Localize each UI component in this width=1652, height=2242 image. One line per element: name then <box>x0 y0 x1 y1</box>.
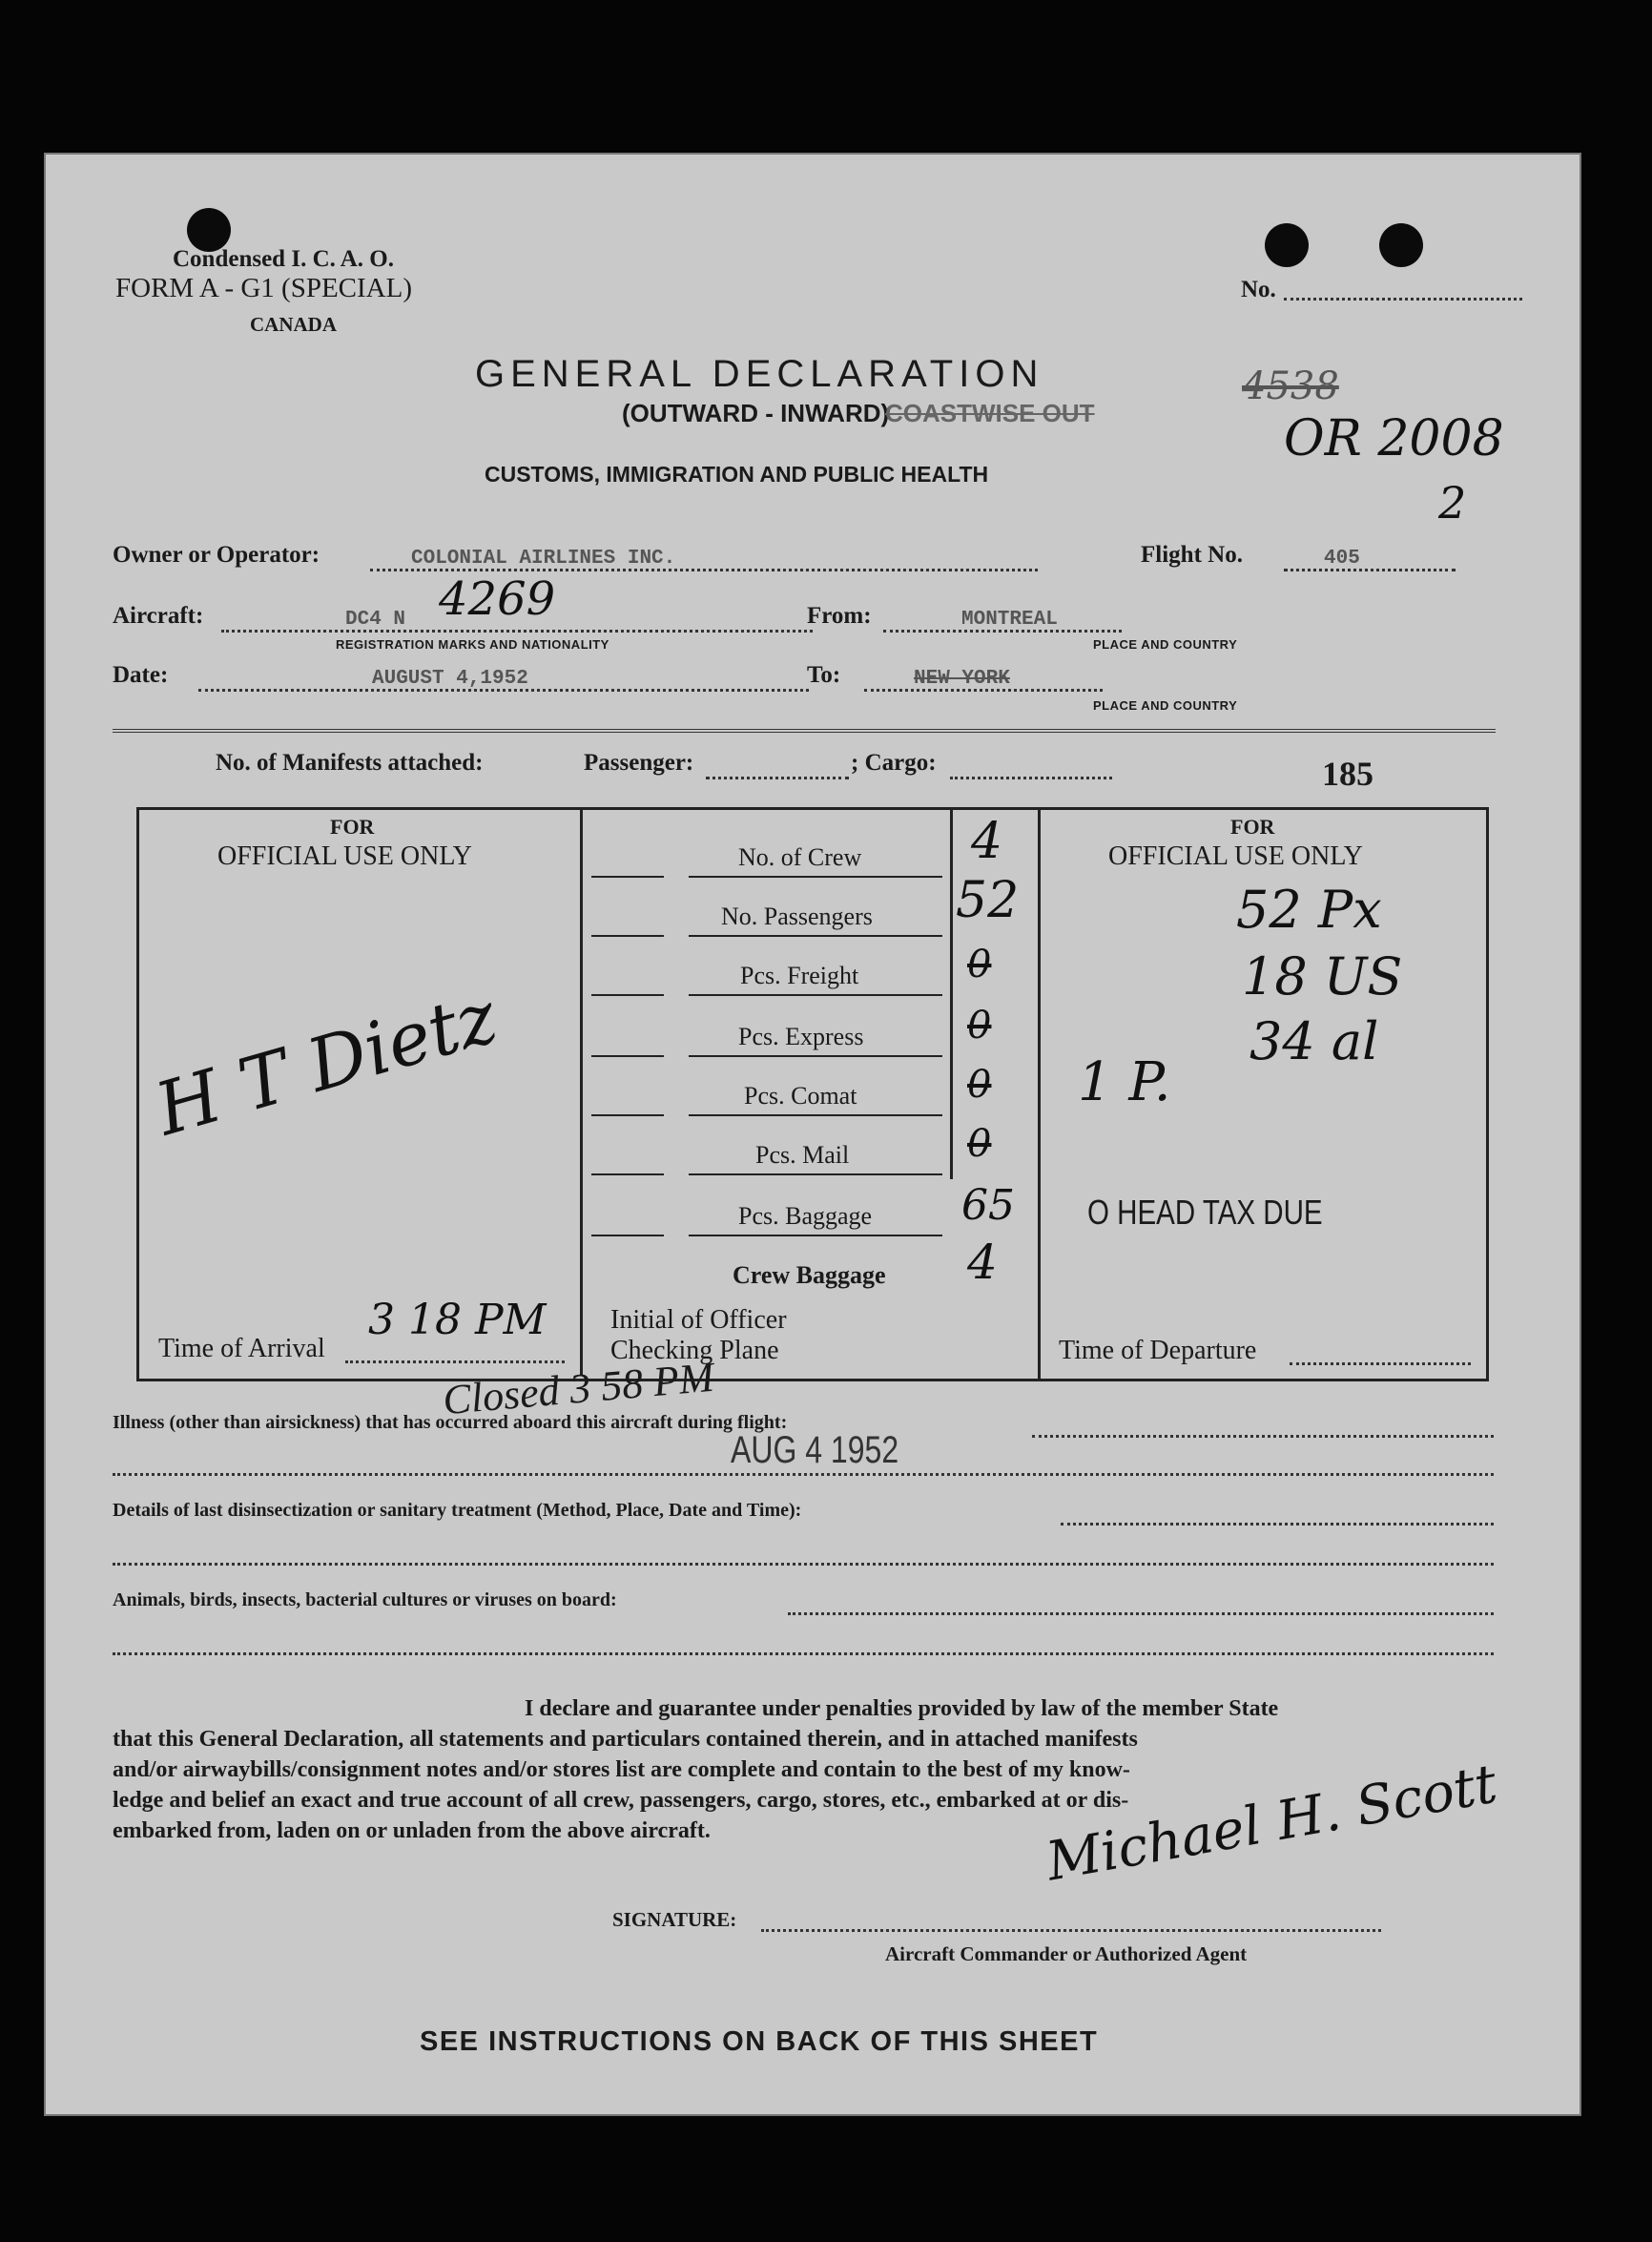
official-blank <box>591 935 664 937</box>
date-label: Date: <box>113 662 169 688</box>
official-blank <box>591 876 664 878</box>
to-place-caption: PLACE AND COUNTRY <box>1093 698 1238 713</box>
row-label: Pcs. Freight <box>740 962 859 989</box>
note-other-passengers: 34 al <box>1249 1011 1379 1071</box>
aircraft-dots <box>221 630 813 633</box>
owner-label: Owner or Operator: <box>113 542 320 568</box>
official-blank <box>591 994 664 996</box>
table-divider-mid <box>950 807 953 1179</box>
disinsect-label: Details of last disinsectization or sanitary treatment (Method, Place, Date and Time): <box>113 1500 802 1521</box>
officer-signature: H T Dietz <box>146 973 506 1152</box>
row-value: 4 <box>967 1235 998 1290</box>
row-label: Pcs. Express <box>738 1023 864 1050</box>
registration-caption: REGISTRATION MARKS AND NATIONALITY <box>336 637 609 652</box>
right-official-label: OFFICIAL USE ONLY <box>1108 841 1363 871</box>
row-value: 0 <box>967 943 992 986</box>
passenger-dots <box>706 777 849 779</box>
departure-dots <box>1290 1362 1471 1365</box>
row-label: No. Passengers <box>721 903 873 930</box>
separator-line <box>113 729 1496 733</box>
declaration-line-2: that this General Declaration, all statements and particulars contained therein, and in attached manifests <box>113 1727 1138 1752</box>
disinsect-dots-2 <box>113 1563 1494 1566</box>
closed-note: Closed 3 58 PM <box>441 1353 716 1424</box>
to-value: NEW YORK <box>914 668 1010 690</box>
row-label: Pcs. Comat <box>744 1082 857 1110</box>
official-blank <box>591 1173 664 1175</box>
outward-inward-label: (OUTWARD - INWARD) <box>622 399 890 427</box>
to-label: To: <box>807 662 841 688</box>
country-label: CANADA <box>250 313 337 336</box>
right-for-label: FOR <box>1230 815 1275 839</box>
arrival-dots <box>345 1360 565 1363</box>
declaration-line-3: and/or airwaybills/consignment notes and/or stores list are complete and contain to the best of my know- <box>113 1757 1130 1782</box>
manifests-label: No. of Manifests attached: <box>216 750 484 776</box>
aircraft-value: DC4 N <box>345 609 406 631</box>
passenger-label: Passenger: <box>584 750 694 776</box>
row-label: No. of Crew <box>738 843 862 871</box>
animals-dots <box>788 1612 1494 1615</box>
flight-label: Flight No. <box>1141 542 1243 568</box>
flight-value: 405 <box>1324 548 1360 570</box>
official-blank <box>591 1235 664 1236</box>
initial-label-1: Initial of Officer <box>610 1305 787 1335</box>
row-underline <box>689 1114 942 1116</box>
declaration-line-1: I declare and guarantee under penalties provided by law of the member State <box>525 1696 1279 1721</box>
initial-label-2: Checking Plane <box>610 1336 779 1365</box>
table-divider-bottom-left <box>580 1179 583 1376</box>
note-canadian-passengers: 52 Px <box>1236 880 1382 940</box>
row-underline <box>689 994 942 996</box>
row-underline <box>689 935 942 937</box>
arrival-value: 3 18 PM <box>368 1296 547 1344</box>
form-label: FORM A - G1 (SPECIAL) <box>115 273 412 303</box>
row-value: 0 <box>967 1122 992 1166</box>
table-divider-right <box>1038 807 1041 1380</box>
signature-label: SIGNATURE: <box>612 1908 737 1931</box>
row-underline <box>689 1173 942 1175</box>
row-value: 4 <box>971 813 1003 870</box>
flight-dots <box>1284 569 1456 571</box>
row-label: Pcs. Baggage <box>738 1202 873 1230</box>
arrival-label: Time of Arrival <box>158 1334 325 1363</box>
row-underline <box>689 1235 942 1236</box>
left-for-label: FOR <box>330 815 375 839</box>
official-blank <box>591 1114 664 1116</box>
declaration-line-5: embarked from, laden on or unladen from the above aircraft. <box>113 1818 711 1843</box>
from-place-caption: PLACE AND COUNTRY <box>1093 637 1238 652</box>
declaration-sheet <box>44 153 1581 2116</box>
table-divider-left <box>580 807 583 1179</box>
document-number: 185 <box>1322 755 1373 793</box>
signature-caption: Aircraft Commander or Authorized Agent <box>885 1942 1248 1965</box>
row-value: 0 <box>967 1063 992 1107</box>
row-value: 0 <box>967 1004 992 1048</box>
from-value: MONTREAL <box>961 609 1058 631</box>
footer-instructions: SEE INSTRUCTIONS ON BACK OF THIS SHEET <box>420 2026 1099 2057</box>
condensed-label: Condensed I. C. A. O. <box>173 246 394 272</box>
animals-dots-2 <box>113 1652 1494 1655</box>
signature-dots <box>761 1929 1381 1932</box>
row-underline <box>689 1055 942 1057</box>
file-number-annotation: OR 2008 <box>1284 410 1504 467</box>
date-stamp: AUG 4 1952 <box>731 1429 899 1471</box>
from-label: From: <box>807 603 872 629</box>
note-us-passengers: 18 US <box>1242 946 1403 1007</box>
departure-label: Time of Departure <box>1059 1336 1257 1365</box>
row-label: Crew Baggage <box>733 1261 886 1289</box>
crossed-number: 4538 <box>1242 364 1339 408</box>
cargo-dots <box>950 777 1112 779</box>
illness-dots-2 <box>113 1473 1494 1476</box>
page-title: GENERAL DECLARATION <box>475 353 1044 395</box>
page-number-annotation: 2 <box>1438 477 1467 529</box>
number-label: No. <box>1241 277 1276 302</box>
disinsect-dots <box>1061 1523 1494 1526</box>
department-label: CUSTOMS, IMMIGRATION AND PUBLIC HEALTH <box>485 462 989 487</box>
declaration-line-4: ledge and belief an exact and true account of all crew, passengers, cargo, stores, etc., embarked at or dis- <box>113 1788 1129 1813</box>
row-label: Pcs. Mail <box>755 1141 850 1169</box>
head-tax-stamp: O HEAD TAX DUE <box>1087 1193 1323 1232</box>
row-value: 52 <box>956 872 1020 929</box>
left-official-label: OFFICIAL USE ONLY <box>217 841 472 871</box>
note-one-p: 1 P. <box>1078 1051 1171 1113</box>
number-dots <box>1284 298 1522 301</box>
owner-value: COLONIAL AIRLINES INC. <box>411 548 676 570</box>
illness-dots <box>1032 1435 1494 1438</box>
row-underline <box>689 876 942 878</box>
commander-signature: Michael H. Scott <box>1042 1753 1502 1894</box>
aircraft-hand-number: 4269 <box>439 572 556 626</box>
coastwise-struck: COASTWISE OUT <box>885 399 1095 427</box>
cargo-label: ; Cargo: <box>851 750 937 776</box>
animals-label: Animals, birds, insects, bacterial cultures or viruses on board: <box>113 1589 617 1610</box>
illness-label: Illness (other than airsickness) that has occurred aboard this aircraft during flight: <box>113 1412 788 1433</box>
row-value: 65 <box>961 1181 1015 1230</box>
aircraft-label: Aircraft: <box>113 603 204 629</box>
punch-hole <box>1379 223 1423 267</box>
official-blank <box>591 1055 664 1057</box>
punch-hole <box>1265 223 1309 267</box>
date-value: AUGUST 4,1952 <box>372 668 528 690</box>
